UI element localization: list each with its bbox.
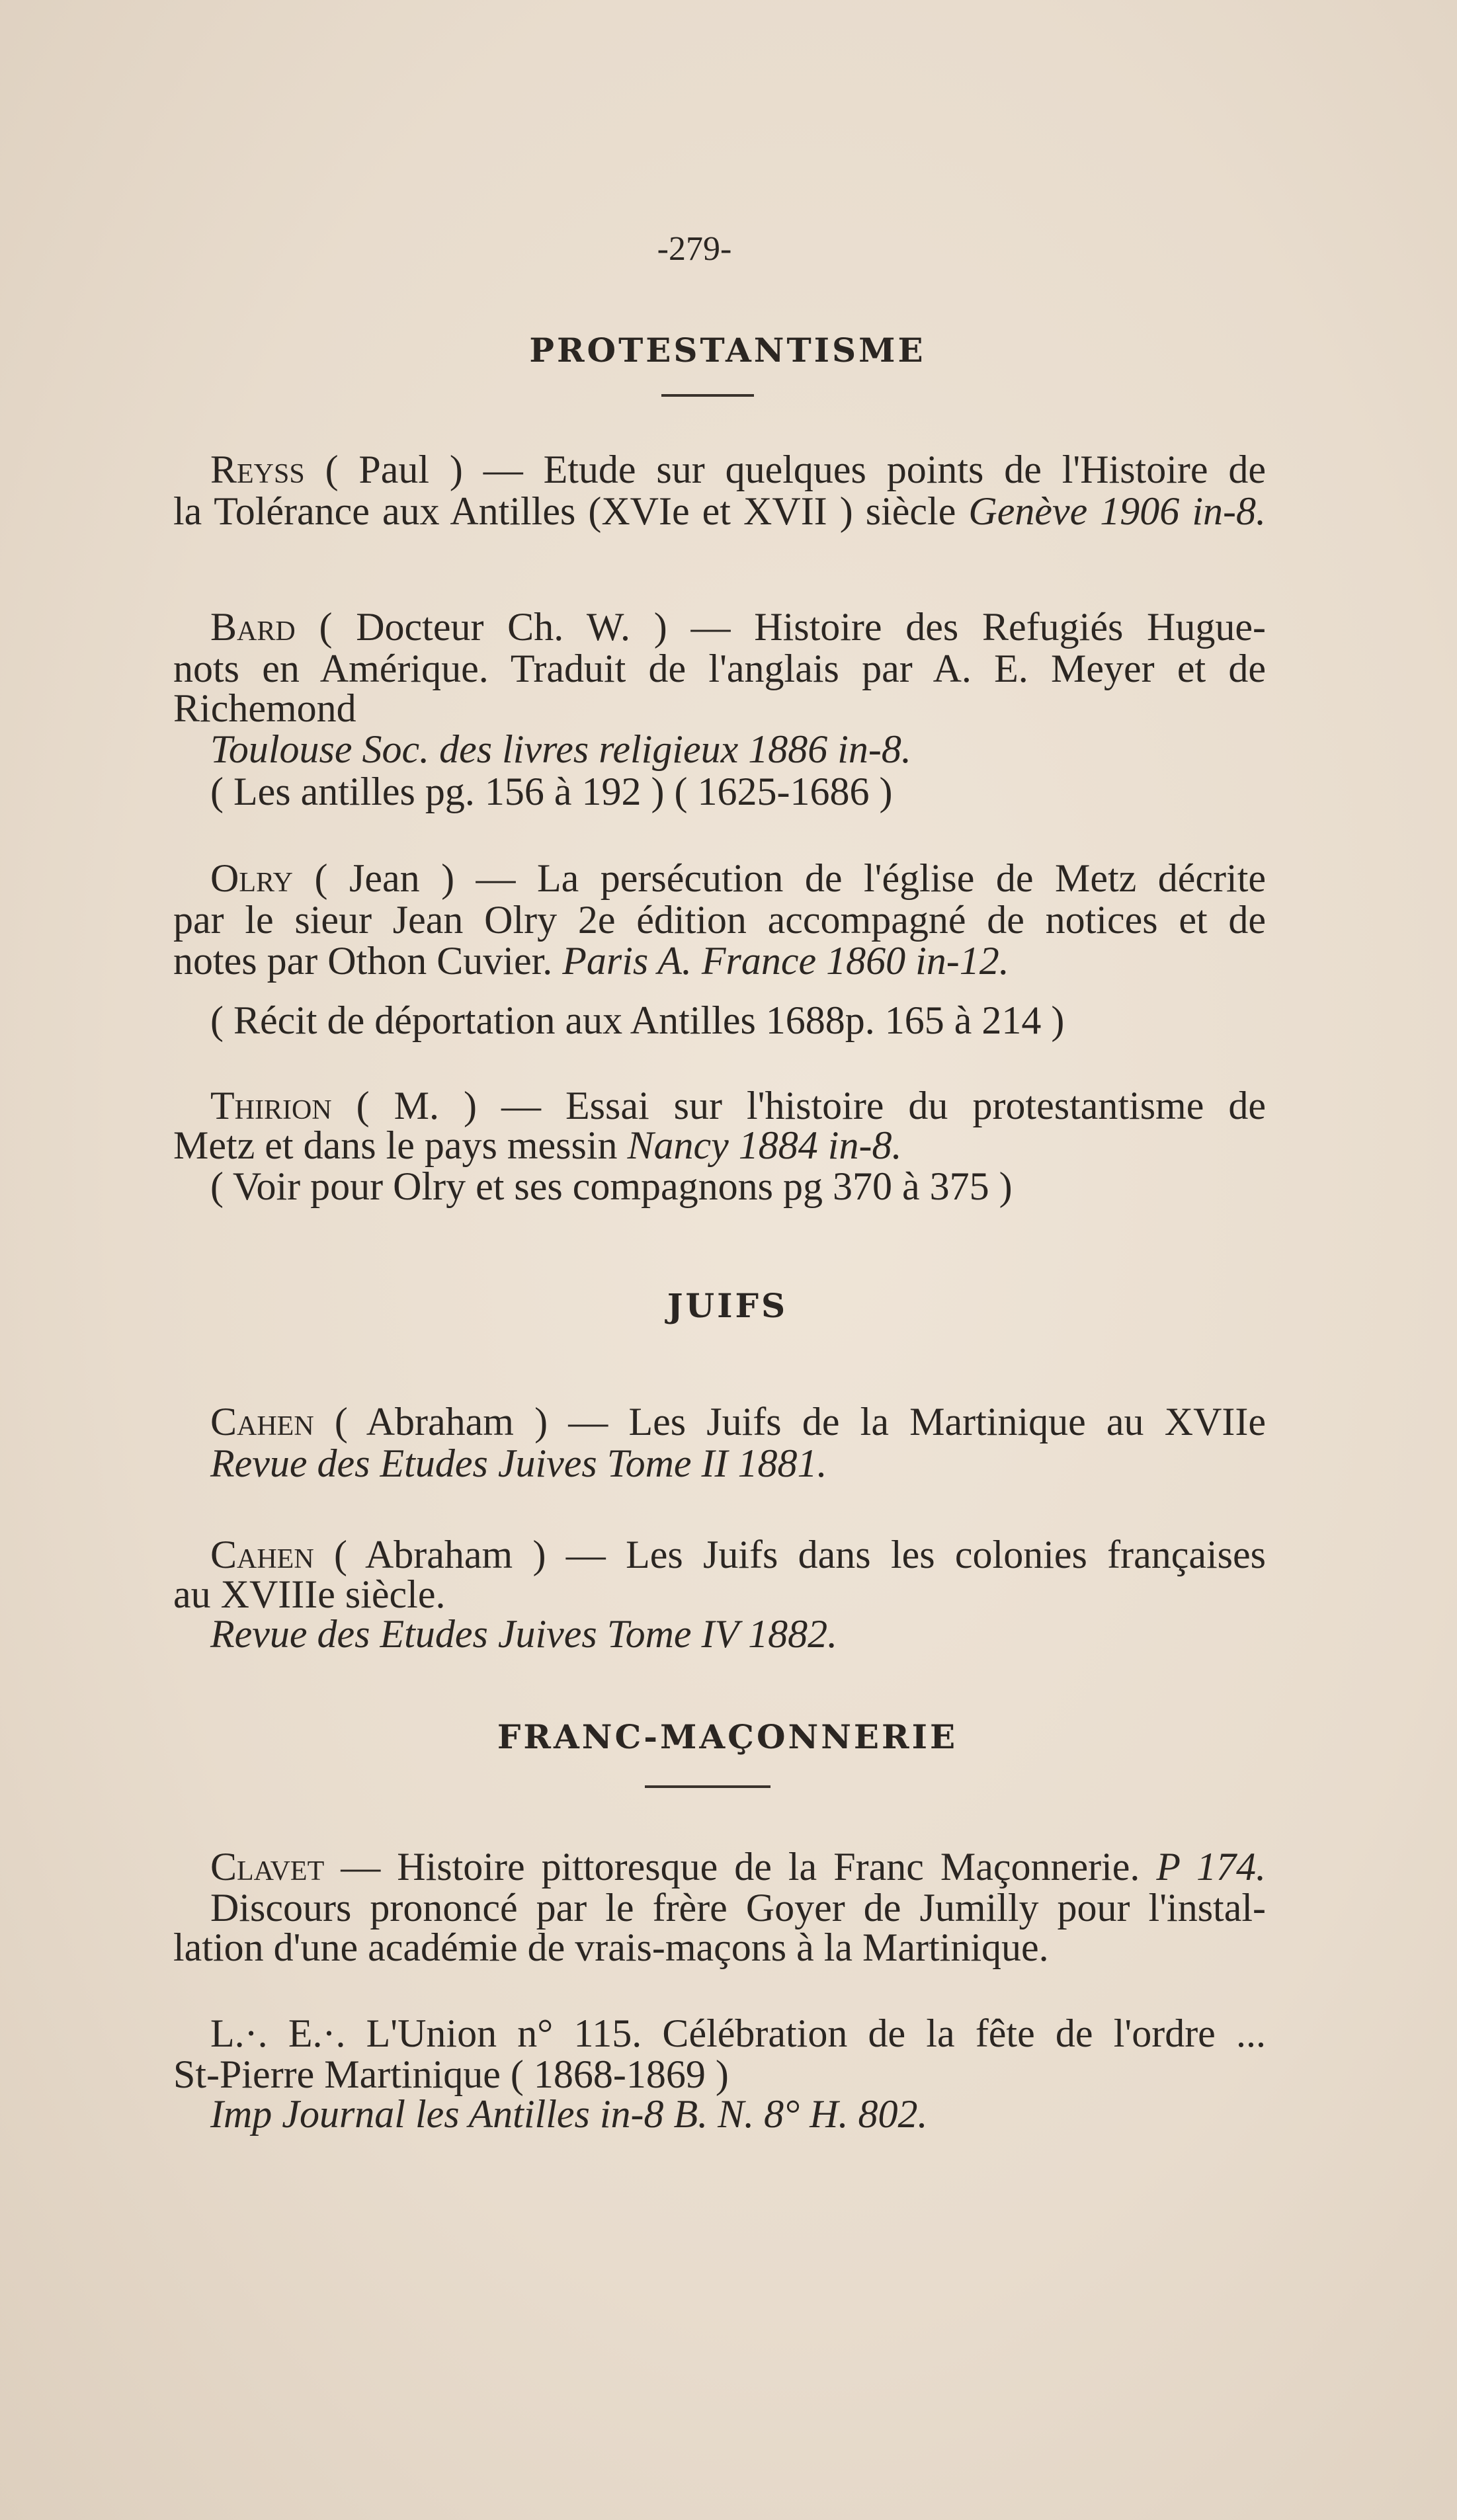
entry-text: ( Abraham ) — Les Juifs dans les colonies françaises bbox=[313, 1533, 1266, 1576]
author-name: Clavet bbox=[210, 1845, 325, 1889]
entry-line bbox=[210, 2010, 1266, 2056]
entry-text: ( Paul ) — Etude sur quelques points de l'Histoire de bbox=[304, 448, 1266, 491]
entry-text: ( Les antilles pg. 156 à 192 ) ( 1625-1686 ) bbox=[210, 770, 893, 813]
publication-info: Nancy 1884 in-8. bbox=[627, 1123, 902, 1167]
entry-text: ( M. ) — Essai sur l'histoire du protestantisme de bbox=[331, 1084, 1266, 1127]
entry-line bbox=[210, 604, 1266, 650]
entry-text: ( Récit de déportation aux Antilles 1688p. 165 à 214 ) bbox=[210, 998, 1065, 1042]
entry-line bbox=[173, 1122, 901, 1168]
entry-line bbox=[210, 2091, 927, 2137]
entry-line bbox=[173, 897, 1266, 943]
author-name: Cahen bbox=[210, 1533, 314, 1576]
entry-line bbox=[173, 488, 1266, 534]
publication-info: Revue des Etudes Juives Tome IV 1882. bbox=[210, 1612, 838, 1656]
entry-line bbox=[210, 768, 892, 815]
author-name: Cahen bbox=[210, 1400, 314, 1443]
entry-line bbox=[173, 938, 1009, 984]
heading-protestantisme: PROTESTANTISME bbox=[529, 331, 926, 370]
heading-juifs: JUIFS bbox=[667, 1286, 788, 1325]
entry-line bbox=[210, 1844, 1266, 1890]
entry-text: ( Abraham ) — Les Juifs de la Martinique au XVIIe bbox=[313, 1400, 1266, 1443]
page-number: -279- bbox=[657, 230, 732, 268]
entry-text: notes par Othon Cuvier. bbox=[173, 939, 563, 983]
entry-text: ( Docteur Ch. W. ) — Histoire des Refugiés Hugue- bbox=[295, 605, 1266, 649]
entry-line bbox=[173, 1924, 1049, 1971]
entry-line bbox=[210, 726, 911, 772]
entry-line bbox=[210, 855, 1266, 901]
entry-text: lation d'une académie de vrais-maçons à la Martinique. bbox=[173, 1926, 1049, 1969]
publication-info: Paris A. France 1860 in-12. bbox=[562, 939, 1009, 983]
entry-text: par le sieur Jean Olry 2e édition accompagné de notices et de bbox=[173, 898, 1266, 942]
author-name: Bard bbox=[210, 605, 296, 649]
author-name: Thirion bbox=[210, 1084, 332, 1127]
heading-underline bbox=[661, 394, 754, 397]
entry-line bbox=[210, 1611, 837, 1657]
publication-info: P 174. bbox=[1156, 1845, 1266, 1889]
entry-text: ( Jean ) — La persécution de l'église de Metz décrite bbox=[293, 856, 1266, 900]
entry-text: ( Voir pour Olry et ses compagnons pg 370 à 375 ) bbox=[210, 1164, 1013, 1208]
entry-line bbox=[210, 1163, 1013, 1209]
entry-text: Metz et dans le pays messin bbox=[173, 1123, 628, 1167]
entry-line bbox=[210, 446, 1266, 493]
entry-line bbox=[210, 1399, 1266, 1445]
entry-text: — Histoire pittoresque de la Franc Maçonnerie. bbox=[324, 1845, 1157, 1889]
heading-franc-maconnerie: FRANC-MAÇONNERIE bbox=[497, 1717, 958, 1756]
publication-info: Genève 1906 in-8. bbox=[968, 489, 1266, 533]
entry-line bbox=[210, 997, 1064, 1043]
entry-text: Discours prononcé par le frère Goyer de Jumilly pour l'instal- bbox=[210, 1886, 1266, 1930]
author-name: Reyss bbox=[210, 448, 305, 491]
entry-text: au XVIIIe siècle. bbox=[173, 1572, 446, 1616]
author-name: Olry bbox=[210, 856, 294, 900]
entry-text: Richemond bbox=[173, 686, 356, 730]
entry-text: St-Pierre Martinique ( 1868-1869 ) bbox=[173, 2053, 729, 2096]
publication-info: Imp Journal les Antilles in-8 B. N. 8° H. 802. bbox=[210, 2092, 928, 2136]
entry-text: la Tolérance aux Antilles (XVIe et XVII ) siècle bbox=[173, 489, 969, 533]
entry-text: L.·. E.·. L'Union n° 115. Célébration de la fête de l'ordre ... bbox=[210, 2012, 1266, 2055]
entry-line bbox=[173, 685, 356, 731]
entry-line bbox=[210, 1440, 827, 1486]
publication-info: Revue des Etudes Juives Tome II 1881. bbox=[210, 1442, 827, 1485]
publication-info: Toulouse Soc. des livres religieux 1886 in-8. bbox=[210, 727, 911, 771]
heading-underline bbox=[645, 1785, 770, 1788]
entry-text: nots en Amérique. Traduit de l'anglais par A. E. Meyer et de bbox=[173, 647, 1266, 690]
